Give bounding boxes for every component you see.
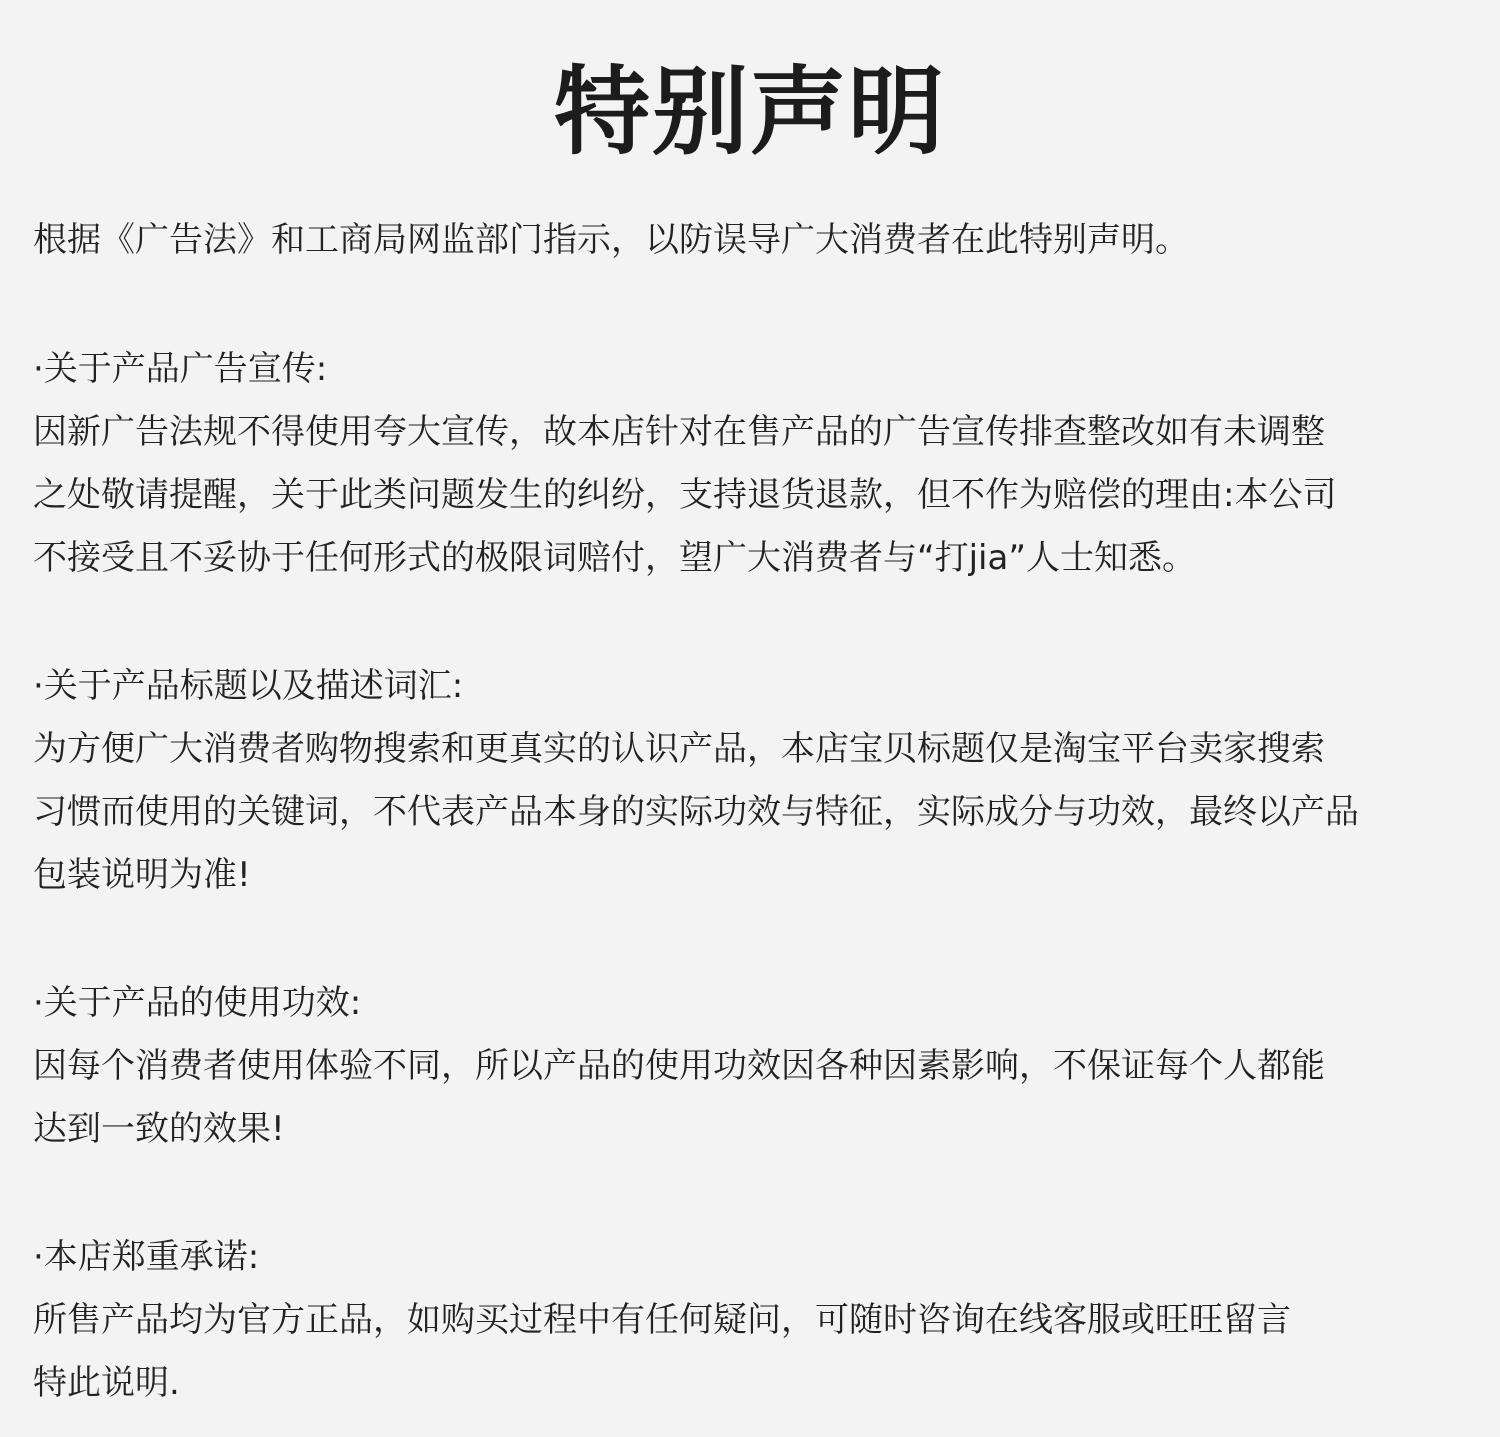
page-title: 特别声明	[554, 56, 946, 168]
section-ad-promotion-line-2: 之处敬请提醒，关于此类问题发生的纠纷，支持退货退款，但不作为赔偿的理由:本公司	[33, 475, 1337, 515]
section-ad-promotion-line-3: 不接受且不妥协于任何形式的极限词赔付，望广大消费者与“打jia”人士知悉。	[33, 538, 1196, 578]
section-title-description-line-2: 习惯而使用的关键词，不代表产品本身的实际功效与特征，实际成分与功效，最终以产品	[33, 792, 1359, 832]
section-heading-store-promise: ·本店郑重承诺:	[33, 1237, 260, 1277]
section-usage-effect-line-1: 因每个消费者使用体验不同，所以产品的使用功效因各种因素影响，不保证每个人都能	[33, 1046, 1325, 1086]
section-usage-effect-line-2: 达到一致的效果!	[33, 1109, 285, 1149]
section-heading-ad-promotion: ·关于产品广告宣传:	[33, 349, 328, 389]
intro-text: 根据《广告法》和工商局网监部门指示，以防误导广大消费者在此特别声明。	[33, 220, 1189, 260]
section-store-promise-line-1: 所售产品均为官方正品，如购买过程中有任何疑问，可随时咨询在线客服或旺旺留言	[33, 1300, 1291, 1340]
section-title-description-line-1: 为方便广大消费者购物搜索和更真实的认识产品，本店宝贝标题仅是淘宝平台卖家搜索	[33, 729, 1325, 769]
section-title-description-line-3: 包装说明为准!	[33, 855, 251, 895]
section-heading-title-description: ·关于产品标题以及描述词汇:	[33, 666, 464, 706]
section-store-promise-line-2: 特此说明.	[33, 1363, 180, 1403]
section-ad-promotion-line-1: 因新广告法规不得使用夸大宣传，故本店针对在售产品的广告宣传排查整改如有未调整	[33, 412, 1325, 452]
section-heading-usage-effect: ·关于产品的使用功效:	[33, 983, 362, 1023]
